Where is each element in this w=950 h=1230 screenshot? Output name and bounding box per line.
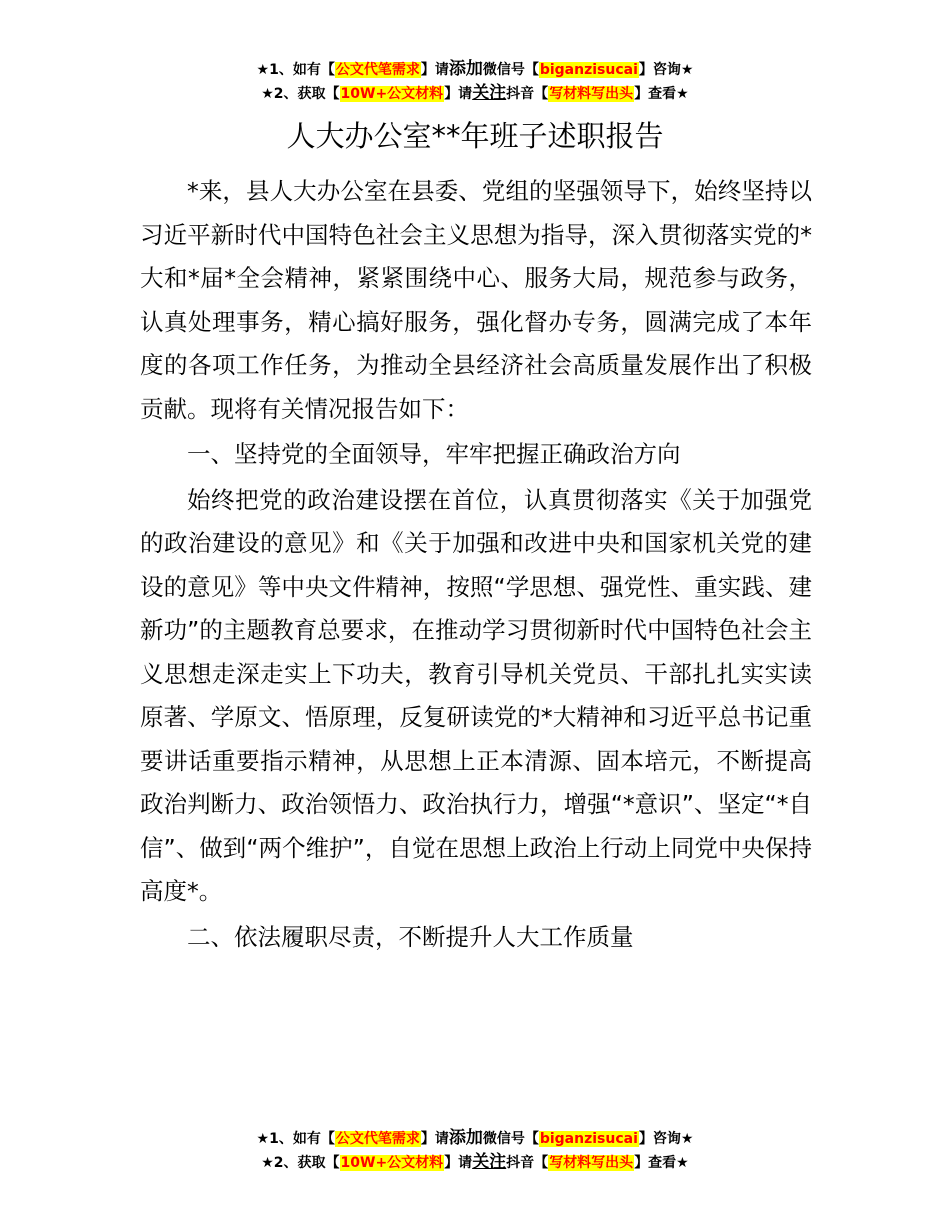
banner-line-2 — [0, 1151, 950, 1175]
banner-text: 抖音【 — [506, 86, 549, 102]
header-banner — [0, 58, 950, 106]
banner-text: 】请 — [444, 1155, 473, 1171]
banner-text: 】查看★ — [634, 1155, 689, 1171]
banner-highlight: 10W+公文材料 — [340, 86, 444, 102]
document-title: 人大办公室**年班子述职报告 — [286, 119, 664, 153]
body-paragraph: *来，县人大办公室在县委、党组的坚强领导下，始终坚持以习近平新时代中国特色社会主义思想为指导，深入贯彻落实党的*大和*届*全会精神，紧紧围绕中心、服务大局，规范参与政务，认真处理事务，精心搞好服务，强化督办专务，圆满完成了本年度的各项工作任务，为推动全县经济社会高质量发展作出了积极贡献。现将有关情况报告如下： — [140, 177, 812, 423]
banner-text: 微信号【 — [482, 1131, 539, 1147]
banner-highlight: 写材料写出头 — [549, 86, 634, 102]
banner-text: ★1、如有【 — [256, 1131, 335, 1147]
footer-banner — [0, 1127, 950, 1175]
body-paragraph: 始终把党的政治建设摆在首位，认真贯彻落实《关于加强党的政治建设的意见》和《关于加强和改进中央和国家机关党的建设的意见》等中央文件精神，按照“学思想、强党性、重实践、建新功”的主题教育总要求，在推动学习贯彻新时代中国特色社会主义思想走深走实上下功夫，教育引导机关党员、干部扎扎实实读原著、学原文、悟原理，反复研读党的*大精神和习近平总书记重要讲话重要指示精神，从思想上正本清源、固本培元，不断提高政治判断力、政治领悟力、政治执行力，增强“*意识”、坚定“*自信”、做到“两个维护”，自觉在思想上政治上行动上同党中央保持高度*。 — [140, 485, 812, 905]
banner-text: 抖音【 — [506, 1155, 549, 1171]
document-body — [140, 170, 812, 961]
banner-highlight: 公文代笔需求 — [335, 62, 420, 78]
section-heading: 二、依法履职尽责，不断提升人大工作质量 — [187, 922, 634, 951]
banner-line-2 — [0, 82, 950, 106]
banner-text: 】查看★ — [634, 86, 689, 102]
banner-text: 】请 — [444, 86, 473, 102]
banner-emphasis: 添加 — [448, 1128, 483, 1148]
banner-highlight: 10W+公文材料 — [340, 1155, 444, 1171]
banner-text: ★1、如有【 — [256, 62, 335, 78]
banner-emphasis: 添加 — [448, 59, 483, 79]
banner-line-1 — [0, 1127, 950, 1151]
banner-highlight: biganzisucai — [539, 62, 638, 78]
banner-text: ★2、获取【 — [261, 86, 340, 102]
banner-text: 】请 — [420, 1131, 449, 1147]
banner-highlight: 写材料写出头 — [549, 1155, 634, 1171]
banner-text: 】请 — [420, 62, 449, 78]
banner-emphasis: 关注 — [472, 83, 507, 103]
banner-highlight: biganzisucai — [539, 1131, 638, 1147]
banner-text: 】咨询★ — [638, 62, 694, 78]
banner-line-1 — [0, 58, 950, 82]
banner-text: 微信号【 — [482, 62, 539, 78]
banner-emphasis: 关注 — [472, 1152, 507, 1172]
banner-text: ★2、获取【 — [261, 1155, 340, 1171]
section-heading: 一、坚持党的全面领导，牢牢把握正确政治方向 — [187, 440, 681, 468]
banner-highlight: 公文代笔需求 — [335, 1131, 420, 1147]
banner-text: 】咨询★ — [638, 1131, 694, 1147]
